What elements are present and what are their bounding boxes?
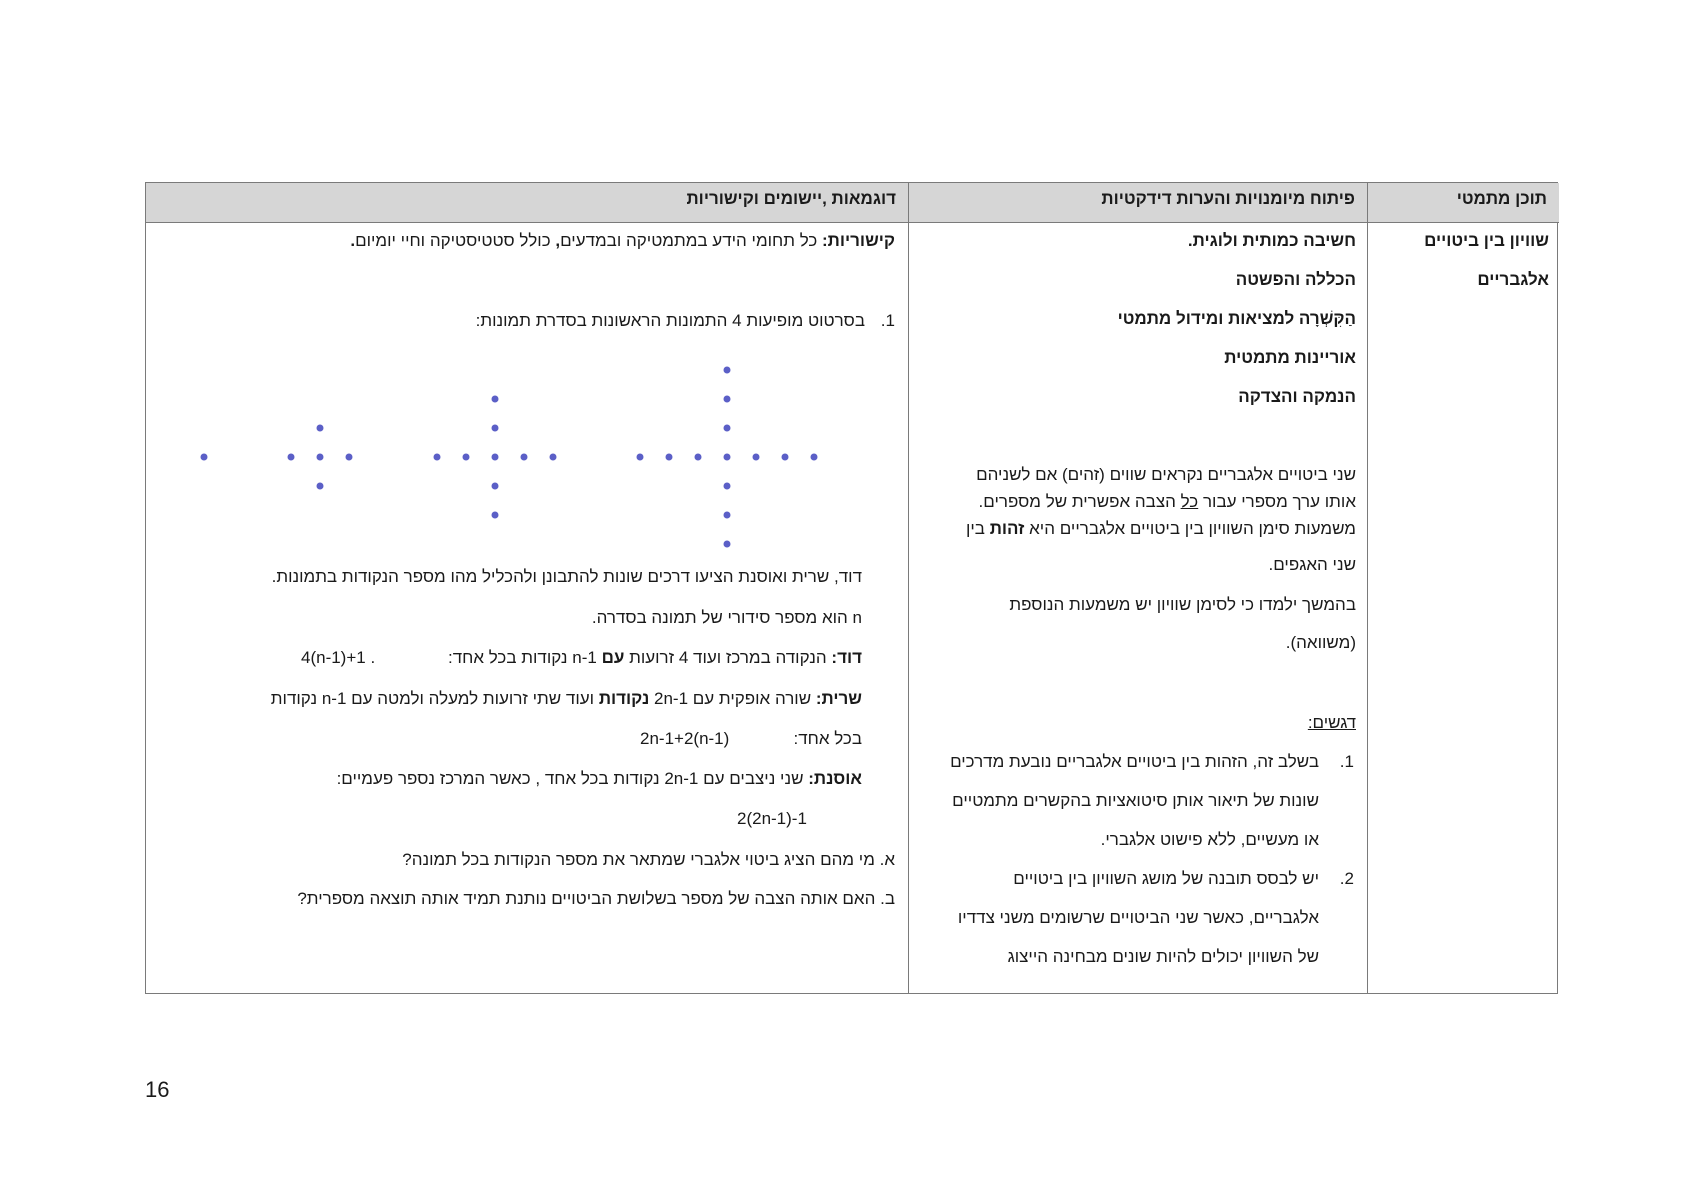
figure-3-dot <box>492 454 499 461</box>
figure-4-dot <box>811 454 818 461</box>
content-table <box>145 182 1558 994</box>
emphasis-item: בשלב זה, הזהות בין ביטויים אלגבריים נובעת מדרכים <box>950 752 1319 771</box>
definition-text: שני ביטויים אלגבריים נקראים שווים (זהים) אם לשניהם <box>976 465 1356 484</box>
figure-4-dot <box>666 454 673 461</box>
topic-line: אלגבריים <box>1477 270 1549 289</box>
figure-4-dot <box>724 454 731 461</box>
emphasis-item: או מעשיים, ללא פישוט אלגברי. <box>1100 830 1319 849</box>
figure-2-dot <box>346 454 353 461</box>
list-number: 2. <box>1339 869 1354 888</box>
figure-4-dot <box>724 425 731 432</box>
question-b: ב. האם אותה הצבה של מספר בשלושת הביטויים נותנת תמיד אותה תוצאה מספרית? <box>297 889 895 908</box>
figure-4-dot <box>724 512 731 519</box>
figure-2-dot <box>288 454 295 461</box>
skill-item: הַקִּשְׁרָה למציאות ומידול מתמטי <box>1117 309 1356 328</box>
header-col3-text: דוגמאות ,יישומים וקישוריות <box>686 189 896 208</box>
figure-4-dot <box>782 454 789 461</box>
examples-cell <box>146 223 908 993</box>
osnat-method: אוסנת: שני ניצבים עם 2n-1 נקודות בכל אחד , כאשר המרכז נספר פעמיים: <box>336 769 862 788</box>
math-content-cell <box>1368 223 1559 993</box>
figure-2-dot <box>317 425 324 432</box>
definition-text: אותו ערך מספרי עבור כל הצבה אפשרית של מספרים. <box>978 492 1356 511</box>
topic-line: שוויון בין ביטויים <box>1424 231 1549 250</box>
figure-3-dot <box>492 425 499 432</box>
figure-3-dot <box>521 454 528 461</box>
header-examples <box>146 183 908 223</box>
header-col1-text: תוכן מתמטי <box>1456 189 1547 208</box>
question-number: 1. <box>880 311 895 330</box>
sarit-method: שרית: שורה אופקית עם 2n-1 נקודות ועוד שתי זרועות למעלה ולמטה עם n-1 נקודות <box>270 689 862 708</box>
skill-item: הנמקה והצדקה <box>1238 387 1356 406</box>
n-definition: n הוא מספר סידורי של תמונה בסדרה. <box>591 608 862 627</box>
david-formula: 4(n-1)+1 . <box>301 648 376 667</box>
figure-3-dot <box>434 454 441 461</box>
links-text: קישוריות: כל תחומי הידע במתמטיקה ובמדעים, כולל סטטיסטיקה וחיי יומיום. <box>350 231 895 250</box>
skill-item: הכללה והפשטה <box>1235 270 1356 289</box>
note-text: בהמשך ילמדו כי לסימן שוויון יש משמעות הנוספת <box>1009 595 1356 614</box>
figure-3-dot <box>492 396 499 403</box>
figure-2-dot <box>317 483 324 490</box>
page-number: 16 <box>145 1077 170 1102</box>
header-skills <box>908 183 1367 223</box>
sarit-method-cont: בכל אחד: <box>793 729 862 748</box>
question-a: א. מי מהם הציג ביטוי אלגברי שמתאר את מספר הנקודות בכל תמונה? <box>402 850 895 869</box>
skill-item: אוריינות מתמטית <box>1224 348 1356 367</box>
figure-3-dot <box>492 512 499 519</box>
figure-4-dot <box>724 396 731 403</box>
skills-cell <box>909 223 1367 993</box>
figure-2-dot <box>317 454 324 461</box>
header-math-content <box>1367 183 1559 223</box>
sarit-formula: 2n-1+2(n-1) <box>640 729 730 748</box>
figure-3-dot <box>463 454 470 461</box>
emphasis-item: אלגבריים, כאשר שני הביטויים שרשומים משני צדדיו <box>957 908 1319 927</box>
figure-4-dot <box>753 454 760 461</box>
figure-4-dot <box>724 367 731 374</box>
emphasis-item: יש לבסס תובנה של מושג השוויון בין ביטויים <box>1013 869 1319 888</box>
figure-4-dot <box>724 541 731 548</box>
emphasis-item: של השוויון יכולים להיות שונים מבחינה הייצוג <box>1007 947 1319 966</box>
note-text: (משוואה). <box>1285 633 1356 652</box>
figure-4-dot <box>695 454 702 461</box>
david-method: דוד: הנקודה במרכז ועוד 4 זרועות עם n-1 נקודות בכל אחד: <box>448 648 862 667</box>
header-col2-text: פיתוח מיומנויות והערות דידקטיות <box>1101 189 1355 208</box>
skill-item: חשיבה כמותית ולוגית. <box>1187 231 1356 250</box>
figure-4-dot <box>724 483 731 490</box>
figure-3-dot <box>550 454 557 461</box>
figure-1-dot <box>201 454 208 461</box>
emphases-title: דגשים: <box>1307 713 1356 732</box>
question-text: בסרטוט מופיעות 4 התמונות הראשונות בסדרת תמונות: <box>475 311 865 330</box>
figure-3-dot <box>492 483 499 490</box>
emphasis-item: שונות של תיאור אותן סיטואציות בהקשרים מתמטיים <box>952 791 1319 810</box>
figure-4-dot <box>637 454 644 461</box>
list-number: 1. <box>1339 752 1354 771</box>
osnat-formula: 2(2n-1)-1 <box>737 809 807 828</box>
definition-text: שני האגפים. <box>1268 555 1356 574</box>
definition-text: משמעות סימן השוויון בין ביטויים אלגבריים היא זהות בין <box>965 519 1356 538</box>
students-intro: דוד, שרית ואוסנת הציעו דרכים שונות להתבונן ולהכליל מהו מספר הנקודות בתמונות. <box>271 567 862 586</box>
